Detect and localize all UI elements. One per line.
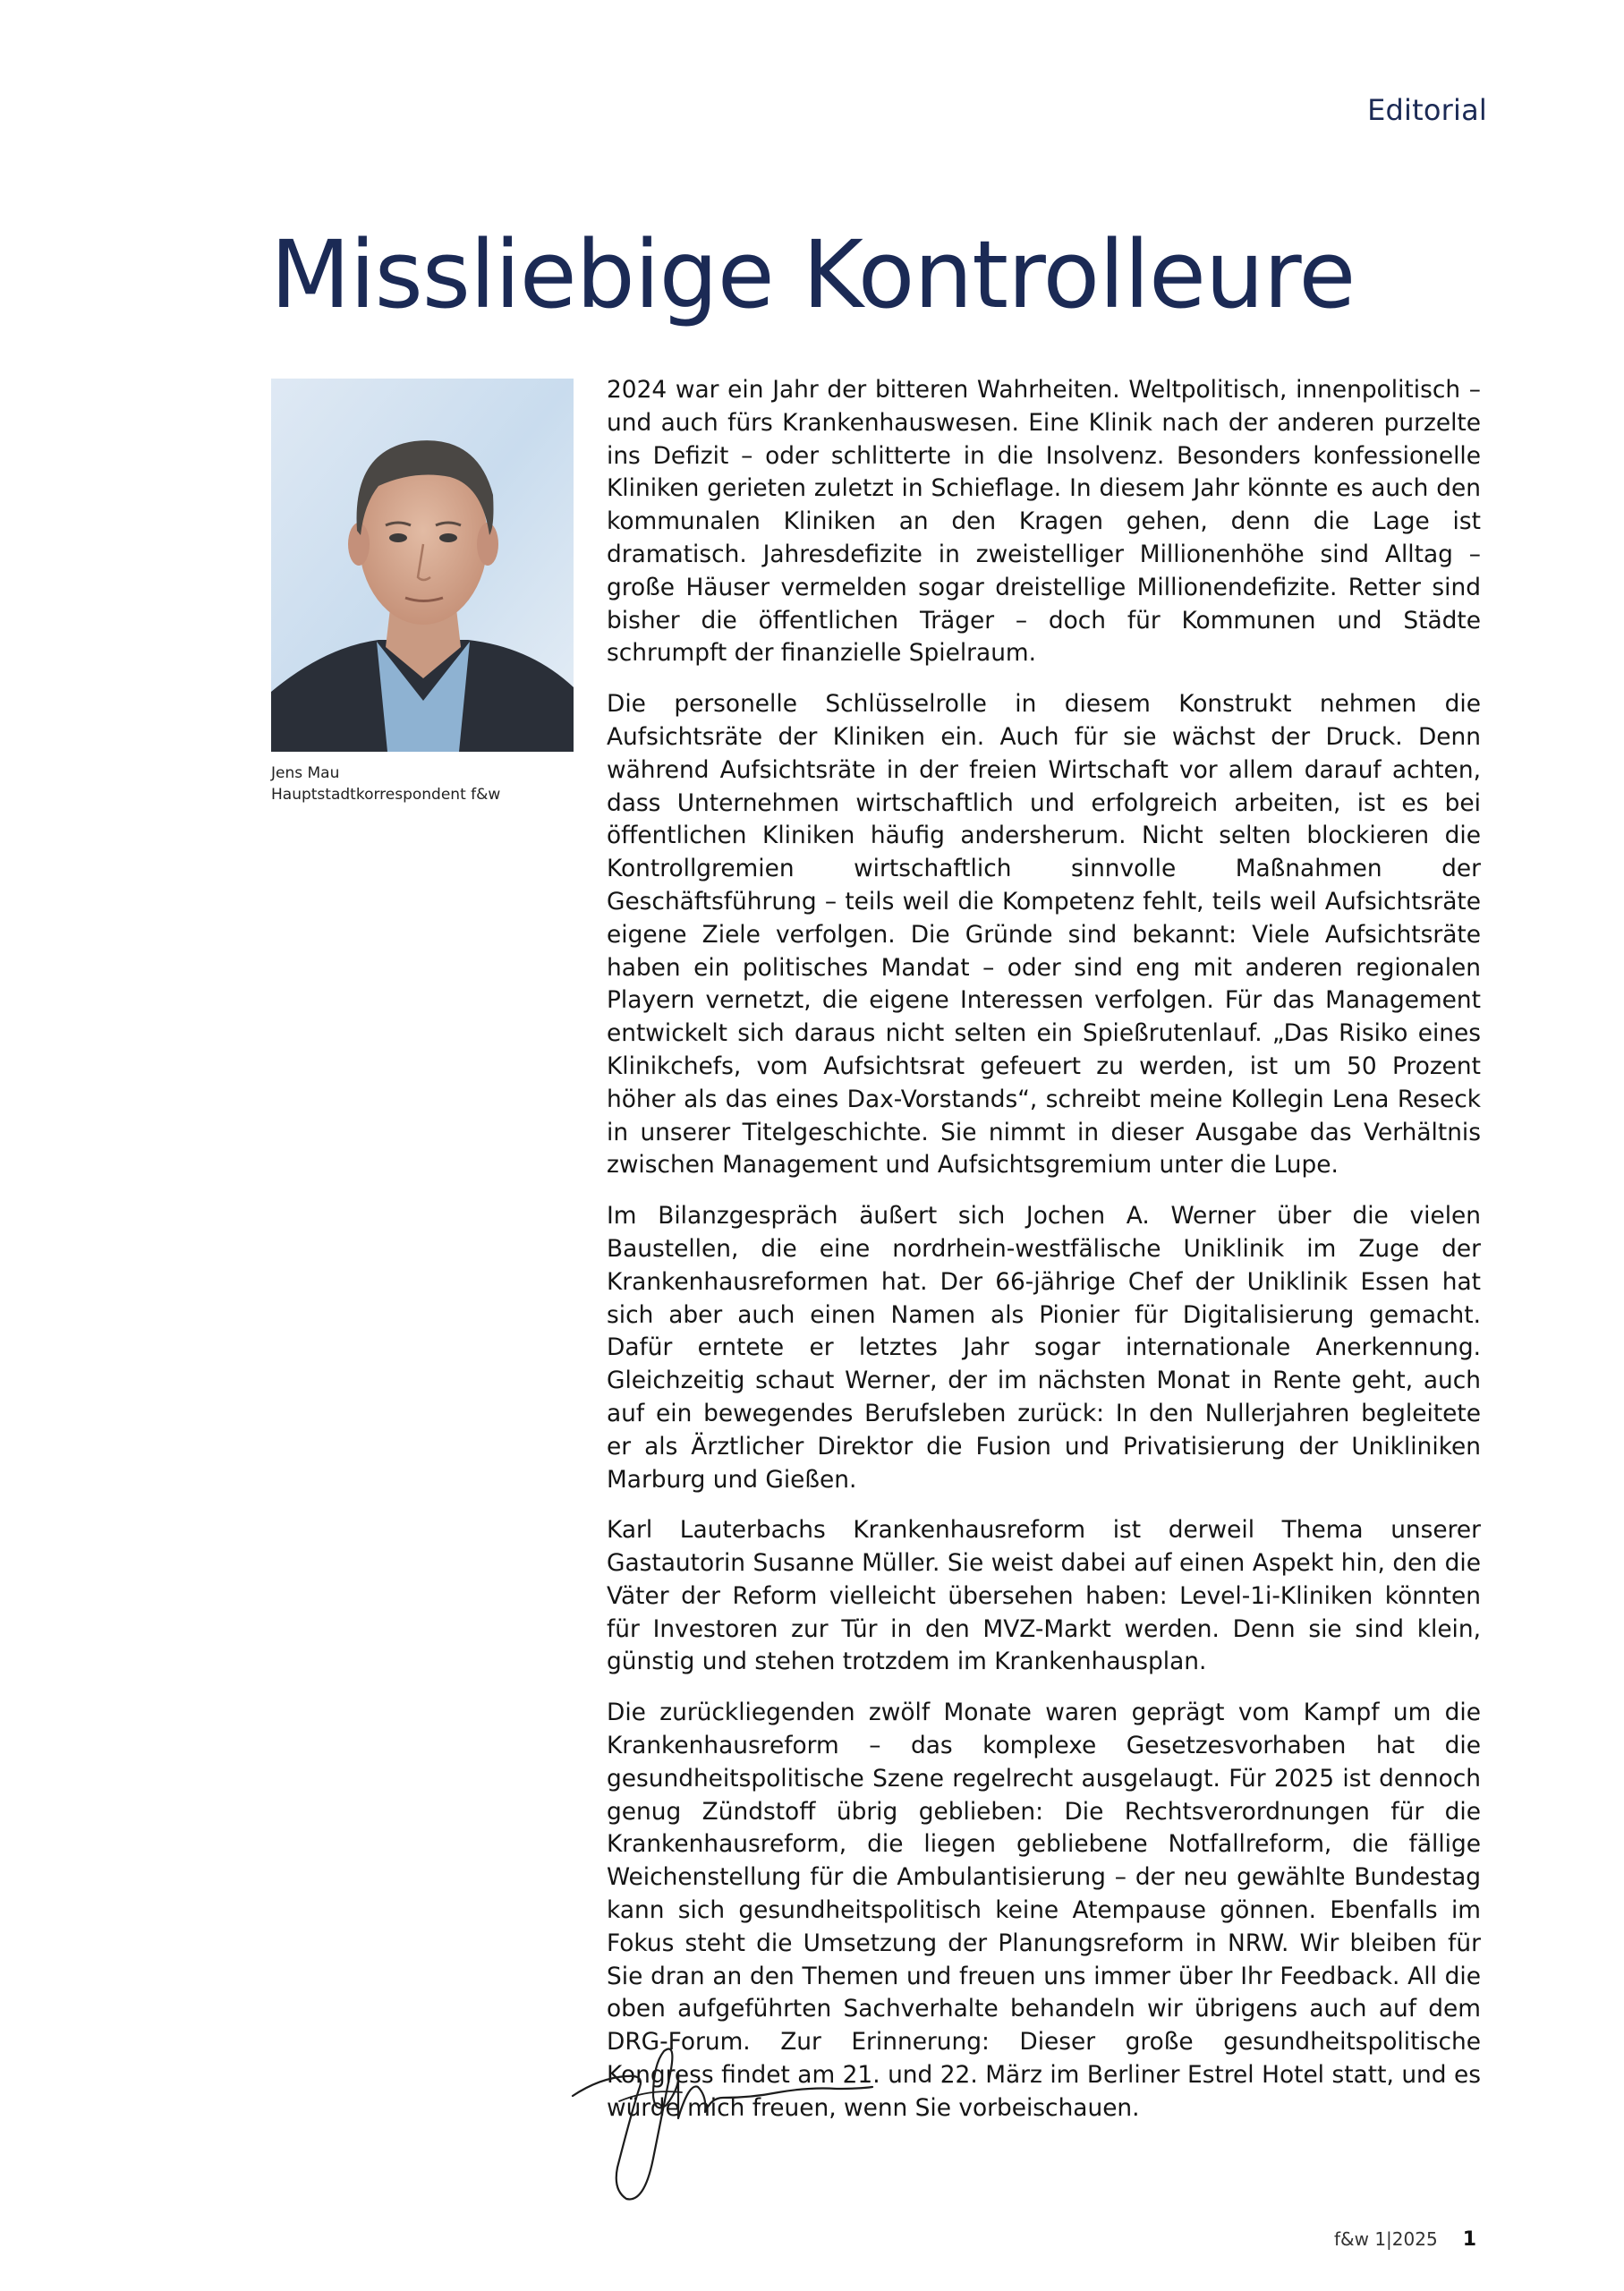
paragraph: Die personelle Schlüsselrolle in diesem Konstrukt nehmen die Aufsichtsräte der Kliniken ein. Auch für sie wächst der Druck. Denn während Aufsichtsräte in der freien Wirtschaft vor allem darauf achten, dass Unternehmen wirtschaftlich und erfolgreich arbeiten, ist es bei öffentlichen Kliniken häufig andersherum. Nicht selten blockieren die Kontrollgremien wirtschaftlich sinnvolle Maßnahmen der Geschäftsführung – teils weil die Kompetenz fehlt, teils weil Aufsichtsräte eigene Ziele verfolgen. Die Gründe sind bekannt: Viele Aufsichtsräte haben ein politisches Mandat – oder sind eng mit anderen regionalen Playern vernetzt, die eigene Interessen verfolgen. Für das Management entwickelt sich daraus nicht selten ein Spießrutenlauf. „Das Risiko eines Klinikchefs, vom Aufsichtsrat gefeuert zu werden, ist um 50 Prozent höher als das eines Dax-Vorstands“, schreibt meine Kollegin Lena Reseck in unserer Titelgeschichte. Sie nimmt in dieser Ausgabe das Verhältnis zwischen Management und Aufsichtsgremium unter die Lupe.	[607, 690, 1481, 1180]
article-title: Missliebige Kontrolleure	[270, 220, 1356, 329]
article-body	[607, 374, 1481, 2143]
issue-label: f&w 1|2025	[1333, 2228, 1438, 2250]
author-signature	[564, 2015, 904, 2212]
author-name: Jens Mau	[271, 764, 340, 782]
paragraph: 2024 war ein Jahr der bitteren Wahrheiten. Weltpolitisch, innenpolitisch – und auch fürs Krankenhauswesen. Eine Klinik nach der anderen purzelte ins Defizit – oder schlitterte in die Insolvenz. Besonders konfessionelle Kliniken gerieten zuletzt in Schieflage. In diesem Jahr könnte es auch den kommunalen Kliniken an den Kragen gehen, denn die Lage ist dramatisch. Jahresdefizite in zweistelliger Millionenhöhe sind Alltag – große Häuser vermelden sogar dreistellige Millionendefizite. Retter sind bisher die öffentlichen Träger – doch für Kommunen und Städte schrumpft der finanzielle Spielraum.	[607, 376, 1481, 668]
page-number: 1	[1462, 2228, 1476, 2251]
author-role: Hauptstadtkorrespondent f&w	[271, 786, 501, 804]
paragraph: Im Bilanzgespräch äußert sich Jochen A. Werner über die vielen Baustellen, die eine nordrhein-westfälische Uniklinik im Zuge der Krankenhausreformen hat. Der 66-jährige Chef der Uniklinik Essen hat sich aber auch einen Namen als Pionier für Digitalisierung gemacht. Dafür erntete er letztes Jahr sogar internationale Anerkennung. Gleichzeitig schaut Werner, der im nächsten Monat in Rente geht, auch auf ein bewegendes Berufsleben zurück: In den Nullerjahren begleitete er als Ärztlicher Direktor die Fusion und Privatisierung der Unikliniken Marburg und Gießen.	[607, 1202, 1481, 1494]
page-footer	[1334, 2228, 1476, 2251]
section-label: Editorial	[1367, 93, 1487, 127]
paragraph: Die zurückliegenden zwölf Monate waren geprägt vom Kampf um die Krankenhausreform – das komplexe Gesetzesvorhaben hat die gesundheitspolitische Szene regelrecht ausgelaugt. Für 2025 ist dennoch genug Zündstoff übrig geblieben: Die Rechtsverordnungen für die Krankenhausreform, die liegen gebliebene Notfallreform, die fällige Weichenstellung für die Ambulantisierung – der neu gewählte Bundestag kann sich gesundheitspolitisch keine Atempause gönnen. Ebenfalls im Fokus steht die Umsetzung der Planungsreform in NRW. Wir bleiben für Sie dran an den Themen und freuen uns immer über Ihr Feedback. All die oben aufgeführten Sachverhalte behandeln wir übrigens auch auf dem DRG-Forum. Zur Erinnerung: Dieser große gesundheitspolitische Kongress findet am 21. und 22. März im Berliner Estrel Hotel statt, und es würde mich freuen, wenn Sie vorbeischauen.	[607, 1699, 1481, 2122]
paragraph: Karl Lauterbachs Krankenhausreform ist derweil Thema unserer Gastautorin Susanne Müller. Sie weist dabei auf einen Aspekt hin, den die Väter der Reform vielleicht übersehen haben: Level-1i-Kliniken könnten für Investoren zur Tür in den MVZ-Markt werden. Denn sie sind klein, günstig und stehen trotzdem im Krankenhausplan.	[607, 1516, 1481, 1676]
author-caption	[271, 762, 557, 805]
author-portrait	[271, 379, 574, 752]
